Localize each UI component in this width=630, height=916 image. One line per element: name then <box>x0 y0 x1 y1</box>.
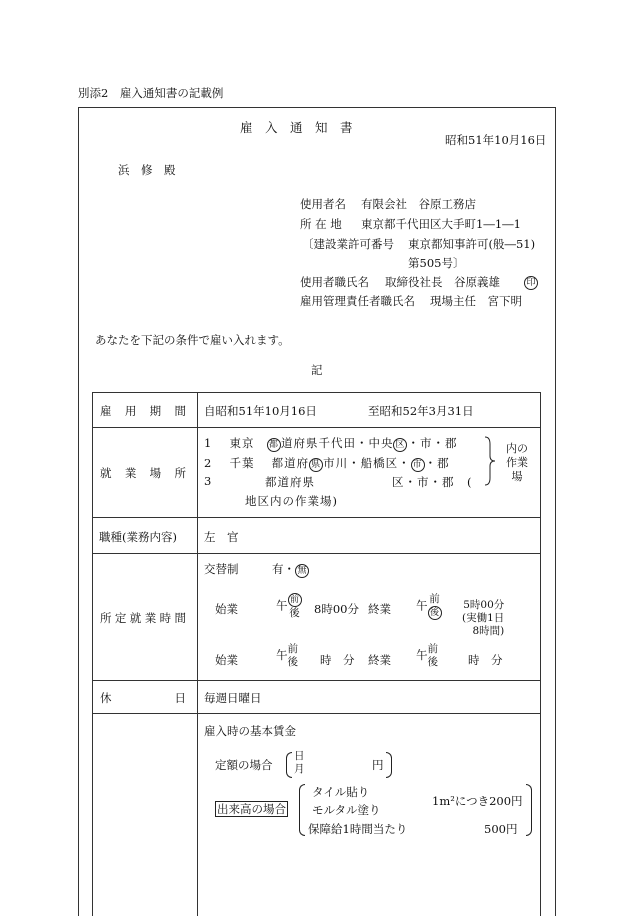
tile-item: タイル貼り <box>312 785 370 799</box>
rep: 取締役社長 谷原義雄 <box>385 275 500 289</box>
start-label-2: 始業 <box>215 653 238 667</box>
addressee: 浜 修 殿 <box>118 163 176 177</box>
start-ampm: 午 前 後 <box>276 595 300 619</box>
table-line <box>92 392 541 393</box>
address-label: 所 在 地 <box>300 217 342 231</box>
seal-mark: 印 <box>524 276 538 290</box>
start-ampm-2: 午 前 後 <box>276 643 298 668</box>
mortar-item: モルタル塗り <box>312 803 381 817</box>
license-label: 〔建設業許可番号 <box>302 237 394 251</box>
table-line <box>92 680 541 681</box>
start-label: 始業 <box>215 602 238 616</box>
table-line <box>92 392 93 916</box>
end-ampm-2: 午 前 後 <box>416 643 438 668</box>
place-line-2: 2 千葉 都道府 県 市川・船橋区・ 市 ・郡 <box>204 456 450 470</box>
end-time-2: 時 分 <box>468 653 503 667</box>
table-line <box>92 517 541 518</box>
end-label-2: 終業 <box>368 653 391 667</box>
fixed-label: 定額の場合 <box>215 758 273 772</box>
place-line-3-num: 3 <box>204 474 212 488</box>
employer-name-label: 使用者名 <box>300 197 346 211</box>
ki-mark: 記 <box>311 363 323 377</box>
day-month: 日 月 <box>294 750 305 775</box>
period-to: 至昭和52年3月31日 <box>368 404 474 418</box>
manager-label: 雇用管理責任者職氏名 <box>300 294 415 308</box>
intro-text: あなたを下記の条件で雇い入れます。 <box>95 333 290 347</box>
employer-name: 有限会社 谷原工務店 <box>361 197 476 211</box>
piece-rate: 1m²につき200円 <box>432 794 523 808</box>
place-line-3-pref: 都道府県 <box>265 475 315 489</box>
paren-open <box>299 784 305 836</box>
brace <box>484 436 496 486</box>
frame-right <box>555 107 556 916</box>
table-line <box>540 392 541 916</box>
license-number: 第505号〕 <box>408 256 465 270</box>
frame-top <box>78 107 555 108</box>
start-time-2: 時 分 <box>320 653 355 667</box>
paren-close <box>526 784 532 836</box>
job-value: 左 官 <box>204 530 239 544</box>
piece-label: 出来高の場合 <box>217 802 286 816</box>
table-line <box>197 392 198 916</box>
address: 東京都千代田区大手町1―1―1 <box>361 217 521 231</box>
holiday-label: 休日 <box>100 691 186 705</box>
table-line <box>92 427 541 428</box>
bracket-open <box>286 752 292 778</box>
place-line-3-area: 地区内の作業場) <box>245 494 338 508</box>
start-time: 8時00分 <box>314 602 359 616</box>
shift-value: 有・ 無 <box>272 561 309 578</box>
period-from: 自昭和51年10月16日 <box>204 404 317 418</box>
fixed-yen: 円 <box>372 758 384 772</box>
date: 昭和51年10月16日 <box>445 133 547 147</box>
end-label: 終業 <box>368 602 391 616</box>
place-line-3-city: 区・市・郡 ( <box>392 475 473 489</box>
manager: 現場主任 宮下明 <box>430 294 522 308</box>
shift-label: 交替制 <box>204 562 239 576</box>
job-label: 職種(業務内容) <box>99 530 177 544</box>
wage-title: 雇入時の基本賃金 <box>204 724 296 738</box>
rep-label: 使用者職氏名 <box>300 275 369 289</box>
frame-left <box>78 107 79 916</box>
guarantee-label: 保障給1時間当たり <box>308 822 408 836</box>
hours-label: 所定就業時間 <box>100 611 186 625</box>
end-ampm: 午 前 後 <box>416 593 440 618</box>
period-label: 雇用期間 <box>100 404 186 418</box>
license: 東京都知事許可(般―51) <box>408 237 536 251</box>
place-line-1: 1 東京 都 道府県千代田・中央 区 ・市・郡 <box>204 436 458 450</box>
table-line <box>92 553 541 554</box>
place-label: 就業場所 <box>100 466 186 480</box>
table-line <box>92 713 541 714</box>
end-time: 5時00分 (実働1日 8時間) <box>462 599 505 637</box>
place-side-note: 内の 作業 場 <box>506 442 528 483</box>
document-title: 雇 入 通 知 書 <box>240 120 353 135</box>
bracket-close <box>386 752 392 778</box>
holiday-value: 毎週日曜日 <box>204 691 262 705</box>
guarantee-amount: 500円 <box>484 822 518 836</box>
appendix-heading: 別添2 雇入通知書の記載例 <box>78 86 224 100</box>
